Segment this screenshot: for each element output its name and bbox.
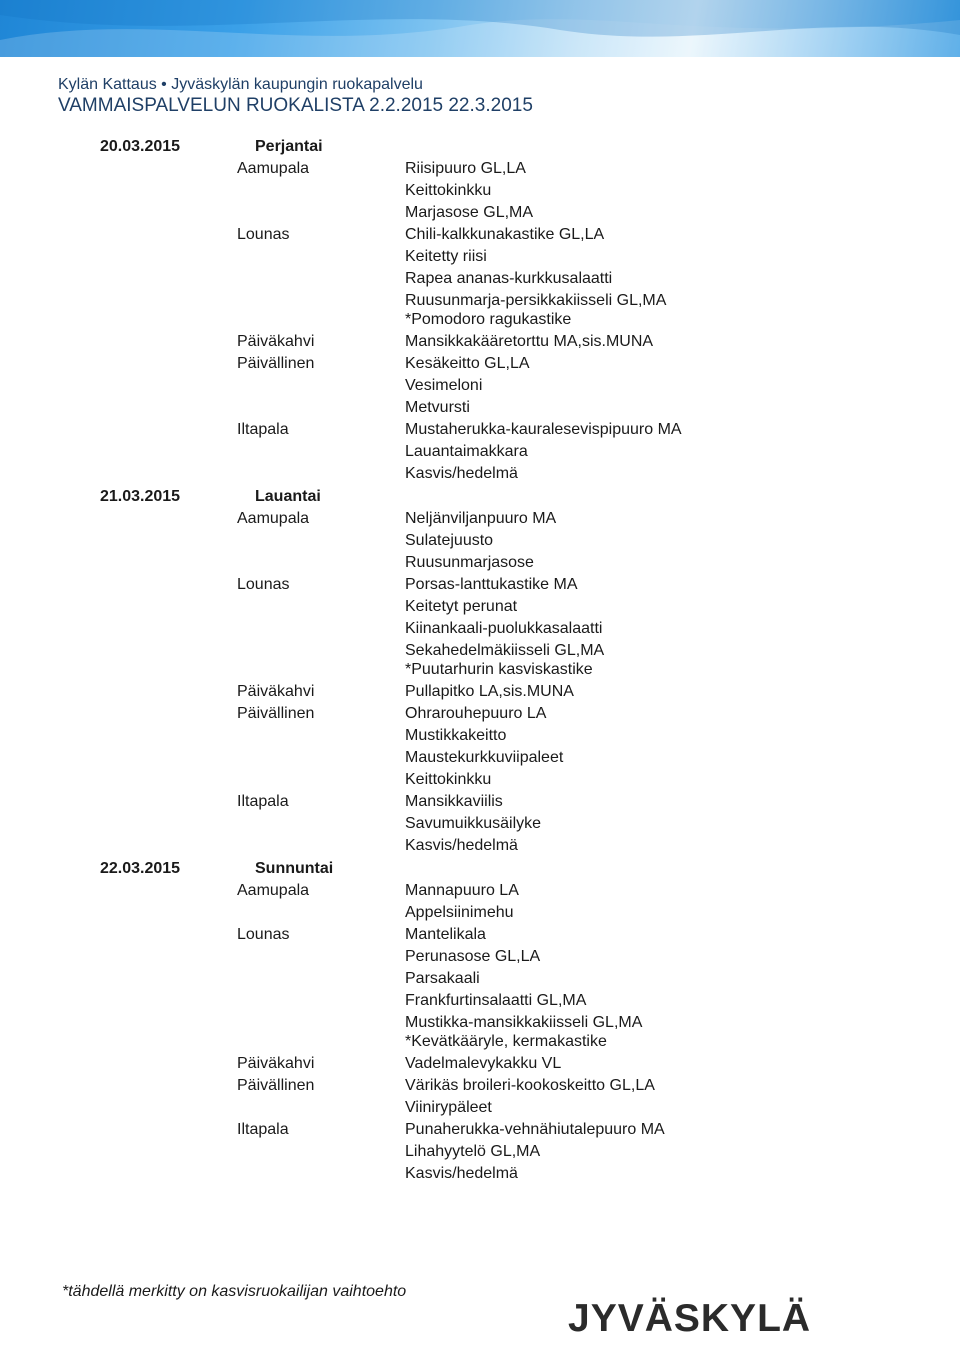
menu-item: Mansikkaviilis — [405, 793, 503, 810]
menu-item: Porsas-lanttukastike MA — [405, 576, 578, 593]
menu-item: Sulatejuusto — [405, 532, 494, 549]
menu-item: Mustikka-mansikkakiisseli GL,MA — [405, 1014, 643, 1031]
menu-item: Riisipuuro GL,LA — [405, 160, 526, 177]
day-date: 20.03.2015 — [100, 138, 181, 155]
menu-item: Mansikkakääretorttu MA,sis.MUNA — [405, 333, 654, 350]
menu-item: Keittokinkku — [405, 771, 492, 788]
meal-label: Aamupala — [237, 160, 310, 177]
menu-item: Pullapitko LA,sis.MUNA — [405, 683, 574, 700]
menu-item: Värikäs broileri-kookoskeitto GL,LA — [405, 1077, 655, 1094]
menu-item: Viinirypäleet — [405, 1099, 492, 1116]
day-date: 22.03.2015 — [100, 860, 181, 877]
menu-item: Lauantaimakkara — [405, 443, 528, 460]
organization-title: Kylän Kattaus • Jyväskylän kaupungin ruokapalvelu — [58, 76, 423, 93]
menu-item: Keittokinkku — [405, 182, 492, 199]
meal-label: Iltapala — [237, 421, 289, 438]
meal-label: Lounas — [237, 226, 290, 243]
menu-item: Mustikkakeitto — [405, 727, 507, 744]
menu-item: *Puutarhurin kasviskastike — [405, 661, 593, 678]
menu-item: Kesäkeitto GL,LA — [405, 355, 530, 372]
meal-label: Iltapala — [237, 1121, 289, 1138]
menu-item: *Kevätkääryle, kermakastike — [405, 1033, 607, 1050]
menu-item: Metvursti — [405, 399, 470, 416]
menu-item: Rapea ananas-kurkkusalaatti — [405, 270, 613, 287]
menu-item: *Pomodoro ragukastike — [405, 311, 572, 328]
menu-item: Mustaherukka-kauralesevispipuuro MA — [405, 421, 682, 438]
menu-item: Ruusunmarjasose — [405, 554, 534, 571]
meal-label: Päiväkahvi — [237, 333, 315, 350]
menu-item: Parsakaali — [405, 970, 480, 987]
menu-item: Sekahedelmäkiisseli GL,MA — [405, 642, 605, 659]
menu-item: Neljänviljanpuuro MA — [405, 510, 557, 527]
menu-item: Kasvis/hedelmä — [405, 1165, 518, 1182]
menu-item: Punaherukka-vehnähiutalepuuro MA — [405, 1121, 665, 1138]
menu-item: Perunasose GL,LA — [405, 948, 541, 965]
meal-label: Päiväkahvi — [237, 683, 315, 700]
meal-label: Päivällinen — [237, 1077, 315, 1094]
menu-item: Chili-kalkkunakastike GL,LA — [405, 226, 605, 243]
menu-item: Appelsiinimehu — [405, 904, 514, 921]
menu-item: Frankfurtinsalaatti GL,MA — [405, 992, 587, 1009]
meal-label: Aamupala — [237, 882, 310, 899]
menu-item: Keitetyt perunat — [405, 598, 518, 615]
top-banner — [0, 0, 960, 57]
banner-wave-graphic — [0, 0, 960, 57]
menu-item: Keitetty riisi — [405, 248, 487, 265]
menu-item: Vadelmalevykakku VL — [405, 1055, 562, 1072]
menu-title: VAMMAISPALVELUN RUOKALISTA 2.2.2015 22.3.2015 — [58, 95, 533, 116]
menu-item: Ohrarouhepuuro LA — [405, 705, 547, 722]
menu-item: Ruusunmarja-persikkakiisseli GL,MA — [405, 292, 667, 309]
meal-label: Iltapala — [237, 793, 289, 810]
meal-label: Lounas — [237, 576, 290, 593]
day-date: 21.03.2015 — [100, 488, 181, 505]
meal-label: Aamupala — [237, 510, 310, 527]
menu-item: Marjasose GL,MA — [405, 204, 534, 221]
menu-item: Kiinankaali-puolukkasalaatti — [405, 620, 603, 637]
footnote: *tähdellä merkitty on kasvisruokailijan vaihtoehto — [62, 1283, 407, 1300]
meal-label: Päiväkahvi — [237, 1055, 315, 1072]
logo-text: JYVÄSKYLÄ — [568, 1297, 812, 1340]
menu-item: Vesimeloni — [405, 377, 483, 394]
menu-item: Mannapuuro LA — [405, 882, 519, 899]
meal-label: Päivällinen — [237, 355, 315, 372]
meal-label: Lounas — [237, 926, 290, 943]
menu-item: Kasvis/hedelmä — [405, 465, 518, 482]
jyvaskyla-logo — [568, 1297, 812, 1340]
menu-item: Kasvis/hedelmä — [405, 837, 518, 854]
day-weekday: Sunnuntai — [255, 860, 334, 877]
menu-item: Mantelikala — [405, 926, 486, 943]
menu-item: Lihahyytelö GL,MA — [405, 1143, 541, 1160]
menu-item: Maustekurkkuviipaleet — [405, 749, 564, 766]
meal-label: Päivällinen — [237, 705, 315, 722]
day-weekday: Perjantai — [255, 138, 323, 155]
day-weekday: Lauantai — [255, 488, 321, 505]
menu-item: Savumuikkusäilyke — [405, 815, 542, 832]
